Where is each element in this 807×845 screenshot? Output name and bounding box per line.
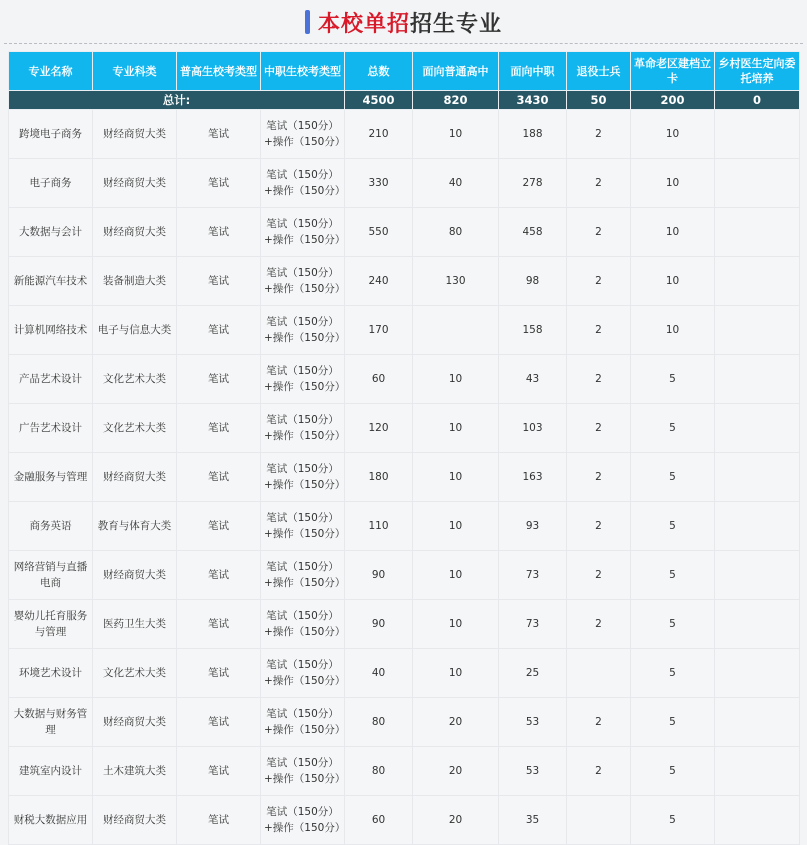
table-body (9, 91, 800, 845)
cell-general-high-school: 130 (413, 257, 499, 306)
cell-general-exam-type: 笔试 (177, 698, 261, 747)
page-title (305, 7, 502, 38)
cell-veterans (567, 649, 631, 698)
cell-major-category: 教育与体育大类 (93, 502, 177, 551)
cell-vocational: 73 (499, 600, 567, 649)
cell-major-name: 新能源汽车技术 (9, 257, 93, 306)
cell-major-name: 计算机网络技术 (9, 306, 93, 355)
cell-veterans: 2 (567, 355, 631, 404)
total-vocational: 3430 (499, 91, 567, 110)
cell-vocational: 158 (499, 306, 567, 355)
cell-major-category: 文化艺术大类 (93, 649, 177, 698)
cell-general-exam-type: 笔试 (177, 159, 261, 208)
cell-rural-doctor (715, 698, 800, 747)
cell-veterans: 2 (567, 404, 631, 453)
cell-general-exam-type: 笔试 (177, 502, 261, 551)
page-header (0, 0, 807, 44)
table-row (9, 502, 800, 551)
cell-general-exam-type: 笔试 (177, 257, 261, 306)
cell-rural-doctor (715, 747, 800, 796)
table-row (9, 257, 800, 306)
title-accent-bar (305, 10, 310, 34)
table-header (9, 52, 800, 91)
cell-vocational: 188 (499, 110, 567, 159)
cell-revolutionary-area: 5 (631, 355, 715, 404)
cell-general-high-school: 10 (413, 551, 499, 600)
cell-vocational: 278 (499, 159, 567, 208)
page-title-highlight: 本校单招 (317, 11, 410, 37)
table-row (9, 698, 800, 747)
table-row (9, 649, 800, 698)
cell-vocational: 53 (499, 698, 567, 747)
cell-major-name: 财税大数据应用 (9, 796, 93, 845)
cell-vocational: 53 (499, 747, 567, 796)
cell-vocational: 35 (499, 796, 567, 845)
cell-vocational-exam-type: 笔试（150分）+操作（150分） (261, 404, 345, 453)
cell-vocational: 25 (499, 649, 567, 698)
total-veterans: 50 (567, 91, 631, 110)
cell-revolutionary-area: 5 (631, 600, 715, 649)
cell-total: 210 (345, 110, 413, 159)
cell-major-category: 财经商贸大类 (93, 698, 177, 747)
cell-vocational-exam-type: 笔试（150分）+操作（150分） (261, 649, 345, 698)
header-general-high-school: 面向普通高中 (413, 52, 499, 91)
cell-general-high-school: 80 (413, 208, 499, 257)
table-row (9, 110, 800, 159)
cell-vocational: 103 (499, 404, 567, 453)
cell-major-category: 财经商贸大类 (93, 453, 177, 502)
cell-rural-doctor (715, 306, 800, 355)
cell-revolutionary-area: 10 (631, 257, 715, 306)
cell-vocational-exam-type: 笔试（150分）+操作（150分） (261, 110, 345, 159)
cell-major-category: 装备制造大类 (93, 257, 177, 306)
cell-general-exam-type: 笔试 (177, 208, 261, 257)
cell-veterans: 2 (567, 257, 631, 306)
cell-major-name: 商务英语 (9, 502, 93, 551)
cell-general-high-school: 20 (413, 796, 499, 845)
table-row (9, 747, 800, 796)
cell-major-name: 金融服务与管理 (9, 453, 93, 502)
cell-veterans: 2 (567, 698, 631, 747)
cell-major-category: 财经商贸大类 (93, 796, 177, 845)
cell-general-exam-type: 笔试 (177, 551, 261, 600)
cell-vocational: 98 (499, 257, 567, 306)
table-row (9, 208, 800, 257)
cell-vocational-exam-type: 笔试（150分）+操作（150分） (261, 600, 345, 649)
cell-general-exam-type: 笔试 (177, 796, 261, 845)
cell-vocational-exam-type: 笔试（150分）+操作（150分） (261, 257, 345, 306)
header-vocational-exam-type: 中职生校考类型 (261, 52, 345, 91)
cell-revolutionary-area: 5 (631, 551, 715, 600)
table-row (9, 306, 800, 355)
cell-major-category: 土木建筑大类 (93, 747, 177, 796)
cell-revolutionary-area: 5 (631, 698, 715, 747)
header-major-name: 专业名称 (9, 52, 93, 91)
cell-rural-doctor (715, 453, 800, 502)
cell-vocational-exam-type: 笔试（150分）+操作（150分） (261, 306, 345, 355)
cell-general-exam-type: 笔试 (177, 747, 261, 796)
cell-rural-doctor (715, 404, 800, 453)
cell-rural-doctor (715, 600, 800, 649)
cell-veterans: 2 (567, 502, 631, 551)
cell-major-name: 环境艺术设计 (9, 649, 93, 698)
cell-general-exam-type: 笔试 (177, 453, 261, 502)
cell-vocational-exam-type: 笔试（150分）+操作（150分） (261, 453, 345, 502)
cell-veterans: 2 (567, 747, 631, 796)
total-revolutionary-area: 200 (631, 91, 715, 110)
cell-general-exam-type: 笔试 (177, 110, 261, 159)
cell-veterans: 2 (567, 600, 631, 649)
cell-total: 180 (345, 453, 413, 502)
cell-major-name: 大数据与会计 (9, 208, 93, 257)
cell-revolutionary-area: 5 (631, 404, 715, 453)
cell-revolutionary-area: 10 (631, 159, 715, 208)
header-revolutionary-area: 革命老区建档立卡 (631, 52, 715, 91)
cell-major-name: 网络营销与直播电商 (9, 551, 93, 600)
cell-revolutionary-area: 10 (631, 110, 715, 159)
cell-major-category: 电子与信息大类 (93, 306, 177, 355)
cell-major-category: 财经商贸大类 (93, 208, 177, 257)
cell-rural-doctor (715, 649, 800, 698)
header-row (9, 52, 800, 91)
cell-vocational-exam-type: 笔试（150分）+操作（150分） (261, 551, 345, 600)
table-row (9, 600, 800, 649)
header-total: 总数 (345, 52, 413, 91)
cell-general-high-school: 10 (413, 502, 499, 551)
cell-major-name: 跨境电子商务 (9, 110, 93, 159)
cell-revolutionary-area: 5 (631, 502, 715, 551)
cell-general-exam-type: 笔试 (177, 355, 261, 404)
cell-veterans: 2 (567, 110, 631, 159)
cell-rural-doctor (715, 110, 800, 159)
table-row (9, 796, 800, 845)
cell-rural-doctor (715, 551, 800, 600)
cell-total: 170 (345, 306, 413, 355)
cell-major-name: 广告艺术设计 (9, 404, 93, 453)
cell-general-high-school: 10 (413, 355, 499, 404)
cell-vocational-exam-type: 笔试（150分）+操作（150分） (261, 502, 345, 551)
cell-total: 330 (345, 159, 413, 208)
cell-general-high-school: 20 (413, 747, 499, 796)
cell-veterans: 2 (567, 453, 631, 502)
header-rural-doctor: 乡村医生定向委托培养 (715, 52, 800, 91)
cell-vocational-exam-type: 笔试（150分）+操作（150分） (261, 355, 345, 404)
cell-vocational: 163 (499, 453, 567, 502)
cell-major-name: 婴幼儿托育服务与管理 (9, 600, 93, 649)
cell-vocational-exam-type: 笔试（150分）+操作（150分） (261, 747, 345, 796)
total-label: 总计: (9, 91, 345, 110)
cell-vocational-exam-type: 笔试（150分）+操作（150分） (261, 159, 345, 208)
cell-general-high-school: 20 (413, 698, 499, 747)
header-veterans: 退役士兵 (567, 52, 631, 91)
cell-revolutionary-area: 5 (631, 453, 715, 502)
cell-veterans: 2 (567, 159, 631, 208)
cell-total: 550 (345, 208, 413, 257)
cell-veterans: 2 (567, 208, 631, 257)
cell-general-exam-type: 笔试 (177, 600, 261, 649)
majors-table (8, 51, 800, 845)
cell-rural-doctor (715, 502, 800, 551)
total-count: 4500 (345, 91, 413, 110)
cell-revolutionary-area: 5 (631, 649, 715, 698)
cell-major-category: 医药卫生大类 (93, 600, 177, 649)
cell-revolutionary-area: 5 (631, 747, 715, 796)
cell-revolutionary-area: 10 (631, 306, 715, 355)
cell-general-high-school: 10 (413, 453, 499, 502)
cell-vocational: 93 (499, 502, 567, 551)
header-general-exam-type: 普高生校考类型 (177, 52, 261, 91)
cell-revolutionary-area: 10 (631, 208, 715, 257)
total-general-high-school: 820 (413, 91, 499, 110)
cell-general-exam-type: 笔试 (177, 649, 261, 698)
cell-general-high-school (413, 306, 499, 355)
cell-total: 120 (345, 404, 413, 453)
total-row (9, 91, 800, 110)
cell-total: 90 (345, 551, 413, 600)
cell-revolutionary-area: 5 (631, 796, 715, 845)
cell-total: 240 (345, 257, 413, 306)
table-row (9, 453, 800, 502)
cell-total: 60 (345, 355, 413, 404)
cell-general-high-school: 10 (413, 404, 499, 453)
total-rural-doctor: 0 (715, 91, 800, 110)
cell-general-exam-type: 笔试 (177, 306, 261, 355)
table-row (9, 355, 800, 404)
cell-vocational: 73 (499, 551, 567, 600)
cell-total: 80 (345, 747, 413, 796)
cell-general-high-school: 10 (413, 600, 499, 649)
cell-total: 40 (345, 649, 413, 698)
cell-total: 60 (345, 796, 413, 845)
cell-major-category: 财经商贸大类 (93, 110, 177, 159)
cell-total: 110 (345, 502, 413, 551)
cell-major-category: 文化艺术大类 (93, 355, 177, 404)
cell-vocational-exam-type: 笔试（150分）+操作（150分） (261, 698, 345, 747)
cell-major-category: 财经商贸大类 (93, 551, 177, 600)
cell-major-category: 文化艺术大类 (93, 404, 177, 453)
cell-rural-doctor (715, 257, 800, 306)
cell-rural-doctor (715, 355, 800, 404)
table-row (9, 551, 800, 600)
table-row (9, 159, 800, 208)
cell-major-name: 电子商务 (9, 159, 93, 208)
cell-vocational-exam-type: 笔试（150分）+操作（150分） (261, 796, 345, 845)
header-major-category: 专业科类 (93, 52, 177, 91)
cell-vocational: 43 (499, 355, 567, 404)
cell-rural-doctor (715, 159, 800, 208)
cell-major-name: 产品艺术设计 (9, 355, 93, 404)
cell-general-exam-type: 笔试 (177, 404, 261, 453)
cell-vocational-exam-type: 笔试（150分）+操作（150分） (261, 208, 345, 257)
cell-rural-doctor (715, 796, 800, 845)
cell-total: 90 (345, 600, 413, 649)
table-row (9, 404, 800, 453)
header-vocational: 面向中职 (499, 52, 567, 91)
title-divider (4, 43, 803, 44)
cell-general-high-school: 10 (413, 649, 499, 698)
cell-major-name: 大数据与财务管理 (9, 698, 93, 747)
cell-general-high-school: 10 (413, 110, 499, 159)
page-title-rest: 招生专业 (410, 11, 503, 37)
cell-total: 80 (345, 698, 413, 747)
cell-general-high-school: 40 (413, 159, 499, 208)
cell-veterans: 2 (567, 551, 631, 600)
cell-major-name: 建筑室内设计 (9, 747, 93, 796)
cell-rural-doctor (715, 208, 800, 257)
cell-veterans: 2 (567, 306, 631, 355)
cell-vocational: 458 (499, 208, 567, 257)
cell-veterans (567, 796, 631, 845)
cell-major-category: 财经商贸大类 (93, 159, 177, 208)
